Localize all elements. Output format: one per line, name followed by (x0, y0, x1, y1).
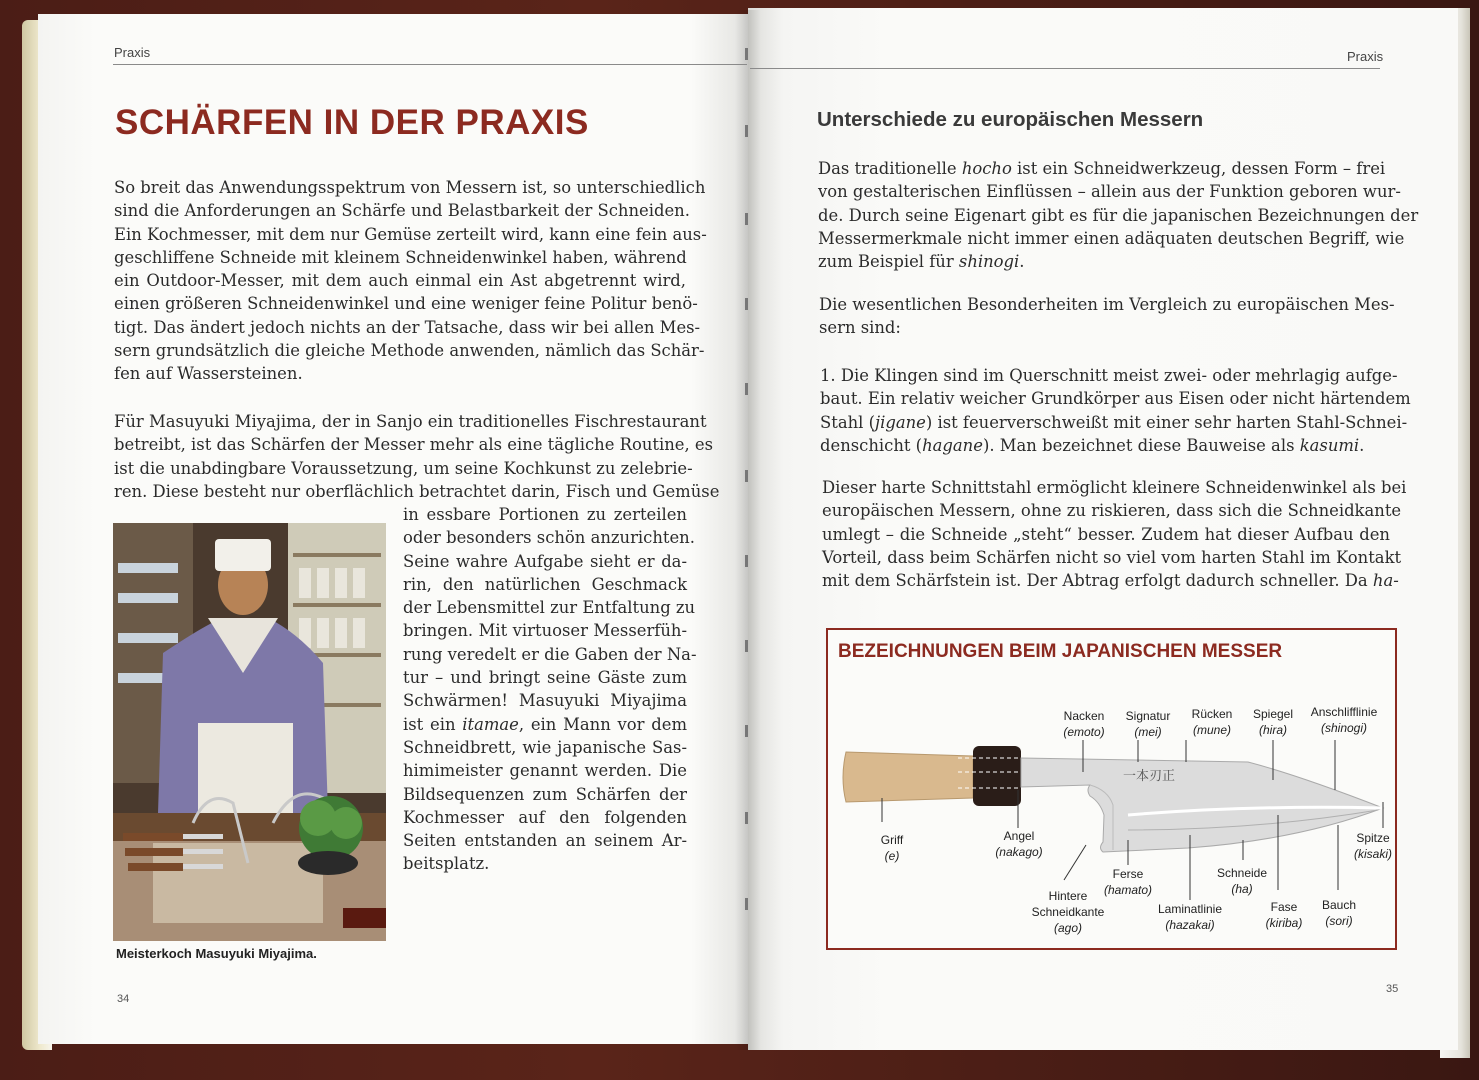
text-line: geschliffene Schneide mit kleinem Schneidenwinkel haben, während (114, 247, 687, 267)
left-paragraph-1 (114, 176, 707, 386)
text-line: ren. Diese besteht nur oberflächlich betrachtet darin, Fisch und Gemüse (114, 481, 720, 501)
text-line: Bildsequenzen zum Schärfen der (403, 784, 687, 804)
text-line: sern grundsätzlich die gleiche Methode anwenden, nämlich das Schär- (114, 341, 705, 361)
text-line: sern sind: (819, 318, 901, 338)
running-head-left: Praxis (114, 45, 151, 60)
label-laminatlinie: Laminatlinie (hazakai) (1157, 902, 1223, 932)
text-line: Für Masuyuki Miyajima, der in Sanjo ein traditionelles Fischrestaurant (114, 412, 707, 431)
text-line: Seiten entstanden an seinem Ar- (403, 831, 687, 851)
text-line (818, 157, 1385, 180)
text-run: Stahl ( (820, 412, 875, 432)
text-run: . (1019, 252, 1025, 272)
text-line: Seine wahre Aufgabe sieht er da- (403, 551, 687, 571)
italic-term: shinogi (958, 252, 1020, 272)
photo-caption: Meisterkoch Masuyuki Miyajima. (116, 946, 317, 961)
text-run: Das traditionelle (818, 159, 962, 178)
label-griff: Griff (e) (880, 833, 904, 863)
label-spitze: Spitze (kisaki) (1354, 831, 1392, 861)
label-schneide: Schneide (ha) (1216, 866, 1268, 896)
text-line: Messermerkmale nicht immer einen adäquaten deutschen Begriff, wie (818, 228, 1405, 248)
knife-handle (843, 752, 973, 802)
text-line: der Lebensmittel zur Entfaltung zu (403, 598, 696, 618)
label-spiegel: Spiegel (hira) (1252, 707, 1294, 737)
text-run: mit dem Schärfstein ist. Der Abtrag erfolgt dadurch schneller. Da (822, 571, 1373, 591)
text-line: von gestalterischen Einflüssen – allein aus der Funktion geboren wur- (818, 182, 1401, 202)
page-number-left: 34 (117, 993, 130, 1005)
header-rule-right (750, 68, 1380, 69)
text-line: Ein Kochmesser, mit dem nur Gemüse zerteilt wird, kann eine fein aus- (114, 224, 707, 244)
text-run: zum Beispiel für (818, 252, 959, 272)
label-hintere-schneidkante: Hintere Schneidkante (ago) (1031, 889, 1105, 935)
text-line (822, 569, 1399, 592)
text-line (820, 411, 1408, 434)
text-line: ist die unabdingbare Voraussetzung, um seine Kochkunst zu zelebrie- (114, 458, 693, 478)
text-line (818, 250, 1385, 273)
binding-thread (745, 812, 748, 824)
italic-term: itamae (462, 714, 519, 734)
text-line: Vorteil, dass beim Schärfen nicht so viel vom harten Stahl im Kontakt (822, 547, 1402, 567)
label-nacken: Nacken (emoto) (1063, 709, 1105, 739)
text-run: ist ein Schneidwerkzeug, dessen Form – frei (1011, 159, 1386, 178)
italic-term: jigane (875, 412, 926, 432)
italic-term: hocho (961, 159, 1012, 178)
text-line: sind die Anforderungen an Schärfe und Belastbarkeit der Schneiden. (114, 201, 690, 221)
label-ferse: Ferse (hamato) (1103, 867, 1153, 897)
right-paragraph-2 (819, 293, 1395, 340)
knife-ferrule (973, 746, 1021, 806)
text-line: Schwärmen! Masuyuki Miyajima (403, 691, 687, 711)
binding-thread (745, 898, 748, 910)
binding-thread (745, 383, 748, 395)
right-paragraph-1 (818, 157, 1419, 273)
knife-blade (1021, 758, 1383, 852)
header-rule-left (113, 64, 747, 65)
text-line (820, 434, 1388, 457)
text-line: rung veredelt er die Gaben der Na- (403, 644, 697, 664)
text-line: Schneidbrett, wie japanische Sas- (403, 737, 687, 757)
label-bauch: Bauch (sori) (1321, 898, 1357, 928)
chef-photo-illustration (113, 523, 386, 941)
binding-thread (745, 125, 748, 137)
text-line: 1. Die Klingen sind im Querschnitt meist zwei- oder mehrlagig aufge- (820, 366, 1398, 385)
text-line: beitsplatz. (403, 854, 490, 874)
text-line: fen auf Wassersteinen. (114, 364, 303, 384)
infobox-title: BEZEICHNUNGEN BEIM JAPANISCHEN MESSER (838, 641, 1283, 662)
right-paragraph-4 (822, 476, 1407, 592)
knife-terms-infobox (826, 628, 1397, 950)
left-paragraph-2 (114, 410, 720, 503)
label-anschliffl-inie: Anschlifflinie (shinogi) (1310, 705, 1378, 735)
text-line: tur – und bringt seine Gäste zum (403, 668, 687, 688)
binding-thread (745, 470, 748, 482)
italic-term: ha- (1372, 571, 1399, 591)
binding-thread (745, 213, 748, 225)
blade-signature: 一本刃正 (1123, 769, 1176, 784)
text-line: baut. Ein relativ weicher Grundkörper aus Eisen oder nicht härtendem (820, 389, 1411, 409)
left-paragraph-2-column (403, 503, 697, 876)
section-heading: Unterschiede zu europäischen Messern (817, 108, 1204, 131)
text-line: himimeister genannt werden. Die (403, 761, 687, 781)
text-line: umlegt – die Schneide „steht“ besser. Zudem hat dieser Aufbau den (822, 524, 1390, 544)
text-run: , ein Mann vor dem (518, 714, 687, 734)
text-line: rin, den natürlichen Geschmack (403, 574, 687, 594)
label-angel: Angel (nakago) (995, 829, 1043, 859)
text-line: bringen. Mit virtuoser Messerfüh- (403, 621, 687, 641)
text-line: Die wesentlichen Besonderheiten im Vergleich zu europäischen Mes- (819, 295, 1395, 314)
binding-thread (745, 48, 748, 60)
book-gutter (735, 10, 761, 1050)
page-title: SCHÄRFEN IN DER PRAXIS (115, 103, 589, 142)
text-run: ) ist feuerverschweißt mit einer sehr harten Stahl-Schnei- (925, 412, 1408, 432)
knife-diagram (828, 630, 1395, 948)
right-paragraph-3 (820, 364, 1411, 457)
text-line: in essbare Portionen zu zerteilen (403, 505, 687, 524)
text-run: . (1359, 435, 1365, 455)
page-number-right: 35 (1386, 983, 1399, 995)
binding-thread (745, 640, 748, 652)
text-run: ). Man bezeichnet diese Bauweise als (982, 435, 1300, 455)
text-line: einen größeren Schneidenwinkel und eine weniger feine Politur benö- (114, 294, 698, 314)
text-run: ist ein (403, 714, 463, 734)
text-line: ein Outdoor-Messer, mit dem auch einmal ein Ast abgetrennt wird, (114, 271, 686, 291)
chef-photo (113, 523, 386, 941)
text-line: Kochmesser auf den folgenden (403, 807, 687, 827)
text-line: de. Durch seine Eigenart gibt es für die japanischen Bezeichnungen der (818, 205, 1419, 225)
binding-thread (745, 725, 748, 737)
running-head-right: Praxis (1347, 49, 1384, 64)
text-line: betreibt, ist das Schärfen der Messer mehr als eine tägliche Routine, es (114, 435, 714, 455)
binding-thread (745, 298, 748, 310)
italic-term: kasumi (1299, 435, 1360, 455)
italic-term: hagane (922, 435, 983, 455)
text-line: Dieser harte Schnittstahl ermöglicht kleinere Schneidenwinkel als bei (822, 478, 1407, 497)
text-line: europäischen Messern, ohne zu riskieren, dass sich die Schneidkante (822, 501, 1402, 521)
text-line: So breit das Anwendungsspektrum von Messern ist, so unterschiedlich (114, 178, 706, 197)
text-run: denschicht ( (820, 435, 923, 455)
text-line: oder besonders schön anzurichten. (403, 528, 695, 548)
binding-thread (745, 555, 748, 567)
text-line (403, 713, 687, 736)
label-fase: Fase (kiriba) (1265, 900, 1303, 930)
text-line: tigt. Das ändert jedoch nichts an der Tatsache, dass wir bei allen Mes- (114, 317, 701, 337)
label-signatur: Signatur (mei) (1125, 709, 1171, 739)
label-ruecken: Rücken (mune) (1191, 707, 1233, 737)
